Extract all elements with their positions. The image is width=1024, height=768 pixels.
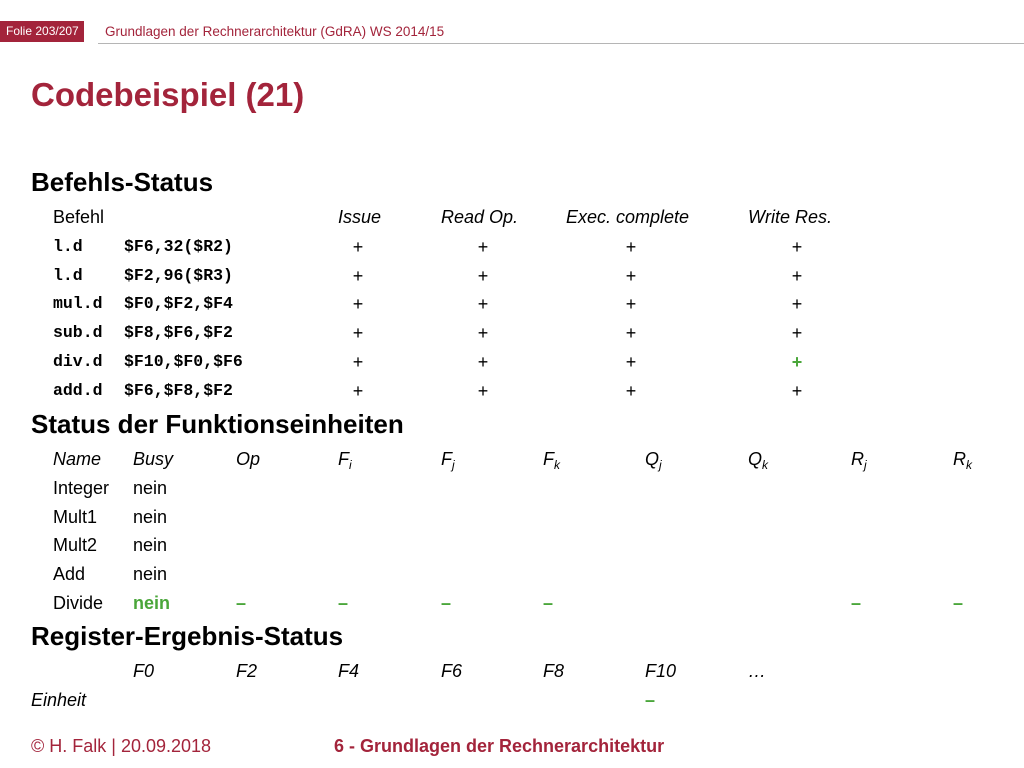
fu-column-header-base: Op — [236, 449, 261, 469]
footer-chapter: 6 - Grundlagen der Rechnerarchitektur — [334, 736, 665, 756]
fu-fk-cell: – — [543, 592, 554, 613]
instruction-args: $F8,$F6,$F2 — [124, 323, 233, 343]
fu-column-header-base: Name — [53, 449, 102, 469]
instruction-op: sub.d — [53, 323, 103, 343]
fu-column-header-base: R — [851, 449, 864, 469]
instruction-exec-mark: + — [625, 380, 637, 401]
fu-busy-cell: nein — [133, 506, 168, 527]
fu-column-header-base: F — [441, 449, 452, 469]
instruction-exec-mark: + — [625, 323, 637, 344]
instruction-issue-mark: + — [352, 237, 364, 257]
register-name: … — [748, 661, 766, 681]
instruction-op: div.d — [53, 351, 103, 371]
fu-column-header-sub: j — [864, 458, 867, 472]
instruction-exec-mark: + — [625, 351, 637, 372]
instruction-op: l.d — [53, 265, 83, 285]
instruction-read-mark: + — [477, 237, 489, 257]
instruction-op: add.d — [53, 380, 103, 400]
fu-op-cell: – — [236, 592, 247, 613]
register-name: F0 — [133, 661, 155, 681]
fu-column-header-base: Q — [748, 449, 763, 469]
footer-author: © H. Falk | 20.09.2018 — [31, 736, 212, 756]
fu-name-cell: Mult2 — [53, 535, 98, 556]
fu-column-header — [748, 448, 768, 476]
fu-column-header-sub: k — [966, 458, 972, 472]
fu-rk-cell: – — [953, 592, 964, 613]
fu-name-cell: Integer — [53, 478, 110, 498]
fu-column-header — [543, 448, 560, 476]
instruction-issue-mark: + — [352, 380, 364, 401]
fu-column-header — [645, 448, 662, 476]
register-status-heading: Register-Ergebnis-Status — [31, 621, 344, 651]
fu-column-header-sub: i — [349, 458, 352, 472]
fu-column-header-base: F — [338, 449, 349, 469]
instruction-column-header: Issue — [338, 207, 382, 227]
instruction-write-mark: + — [791, 380, 803, 401]
instruction-issue-mark: + — [352, 265, 364, 286]
fu-column-header-base: Q — [645, 449, 660, 469]
instruction-issue-mark: + — [352, 323, 364, 344]
instruction-column-header: Exec. complete — [566, 207, 690, 227]
fu-name-cell: Mult1 — [53, 506, 98, 527]
instruction-args: $F2,96($R3) — [124, 265, 233, 285]
fu-column-header — [953, 448, 972, 476]
fu-name-cell: Add — [53, 564, 86, 585]
fu-column-header — [133, 448, 173, 470]
instruction-column-header: Read Op. — [441, 207, 519, 227]
fu-fj-cell: – — [441, 592, 452, 613]
instruction-write-mark: + — [791, 323, 803, 344]
fu-column-header — [53, 448, 101, 470]
instruction-write-mark: + — [791, 237, 803, 257]
slide-number: Folie 203/207 — [0, 21, 84, 42]
register-unit: – — [645, 690, 656, 710]
register-name: F8 — [543, 661, 565, 681]
instruction-column-header: Write Res. — [748, 207, 833, 227]
instruction-column-header: Befehl — [53, 207, 105, 227]
fu-column-header-sub: j — [452, 458, 455, 472]
instruction-read-mark: + — [477, 265, 489, 286]
instruction-args: $F6,$F8,$F2 — [124, 380, 233, 400]
fu-fi-cell: – — [338, 592, 349, 613]
instruction-issue-mark: + — [352, 351, 364, 372]
register-row-label: Einheit — [31, 690, 87, 710]
instruction-read-mark: + — [477, 380, 489, 401]
register-name: F2 — [236, 661, 258, 681]
instruction-op: mul.d — [53, 294, 103, 314]
register-name: F6 — [441, 661, 463, 681]
instruction-write-mark: + — [791, 294, 803, 315]
page-title: Codebeispiel (21) — [31, 76, 305, 113]
fu-column-header-base: R — [953, 449, 966, 469]
fu-column-header-base: Busy — [133, 449, 174, 469]
instruction-args: $F10,$F0,$F6 — [124, 351, 243, 371]
instruction-exec-mark: + — [625, 265, 637, 286]
register-name: F4 — [338, 661, 360, 681]
fu-rj-cell: – — [851, 592, 862, 613]
fu-column-header — [338, 448, 352, 476]
instruction-exec-mark: + — [625, 237, 637, 257]
fu-column-header — [851, 448, 867, 476]
instruction-write-mark: + — [791, 265, 803, 286]
fu-busy-cell: nein — [133, 564, 168, 585]
fu-busy-cell: nein — [133, 535, 168, 556]
fu-status-heading: Status der Funktionseinheiten — [31, 409, 404, 439]
instruction-exec-mark: + — [625, 294, 637, 315]
fu-column-header — [441, 448, 455, 476]
header-divider — [98, 43, 1024, 44]
instruction-read-mark: + — [477, 294, 489, 315]
fu-column-header-sub: k — [762, 458, 769, 472]
instruction-op: l.d — [53, 237, 83, 256]
fu-name-cell: Divide — [53, 592, 104, 613]
instruction-write-mark: + — [791, 351, 803, 372]
instruction-args: $F0,$F2,$F4 — [124, 294, 233, 314]
fu-column-header-sub: j — [659, 458, 662, 472]
instruction-status-heading: Befehls-Status — [31, 167, 214, 197]
fu-column-header-base: F — [543, 449, 554, 469]
fu-busy-cell: nein — [133, 592, 171, 613]
course-title: Grundlagen der Rechnerarchitektur (GdRA) WS 2014/15 — [105, 24, 445, 39]
register-name: F10 — [645, 661, 677, 681]
fu-column-header-sub: k — [554, 458, 560, 472]
slide-header — [0, 0, 1024, 44]
fu-busy-cell: nein — [133, 478, 168, 498]
fu-column-header — [236, 448, 260, 470]
instruction-read-mark: + — [477, 351, 489, 372]
instruction-issue-mark: + — [352, 294, 364, 315]
instruction-read-mark: + — [477, 323, 489, 344]
instruction-args: $F6,32($R2) — [124, 237, 233, 256]
